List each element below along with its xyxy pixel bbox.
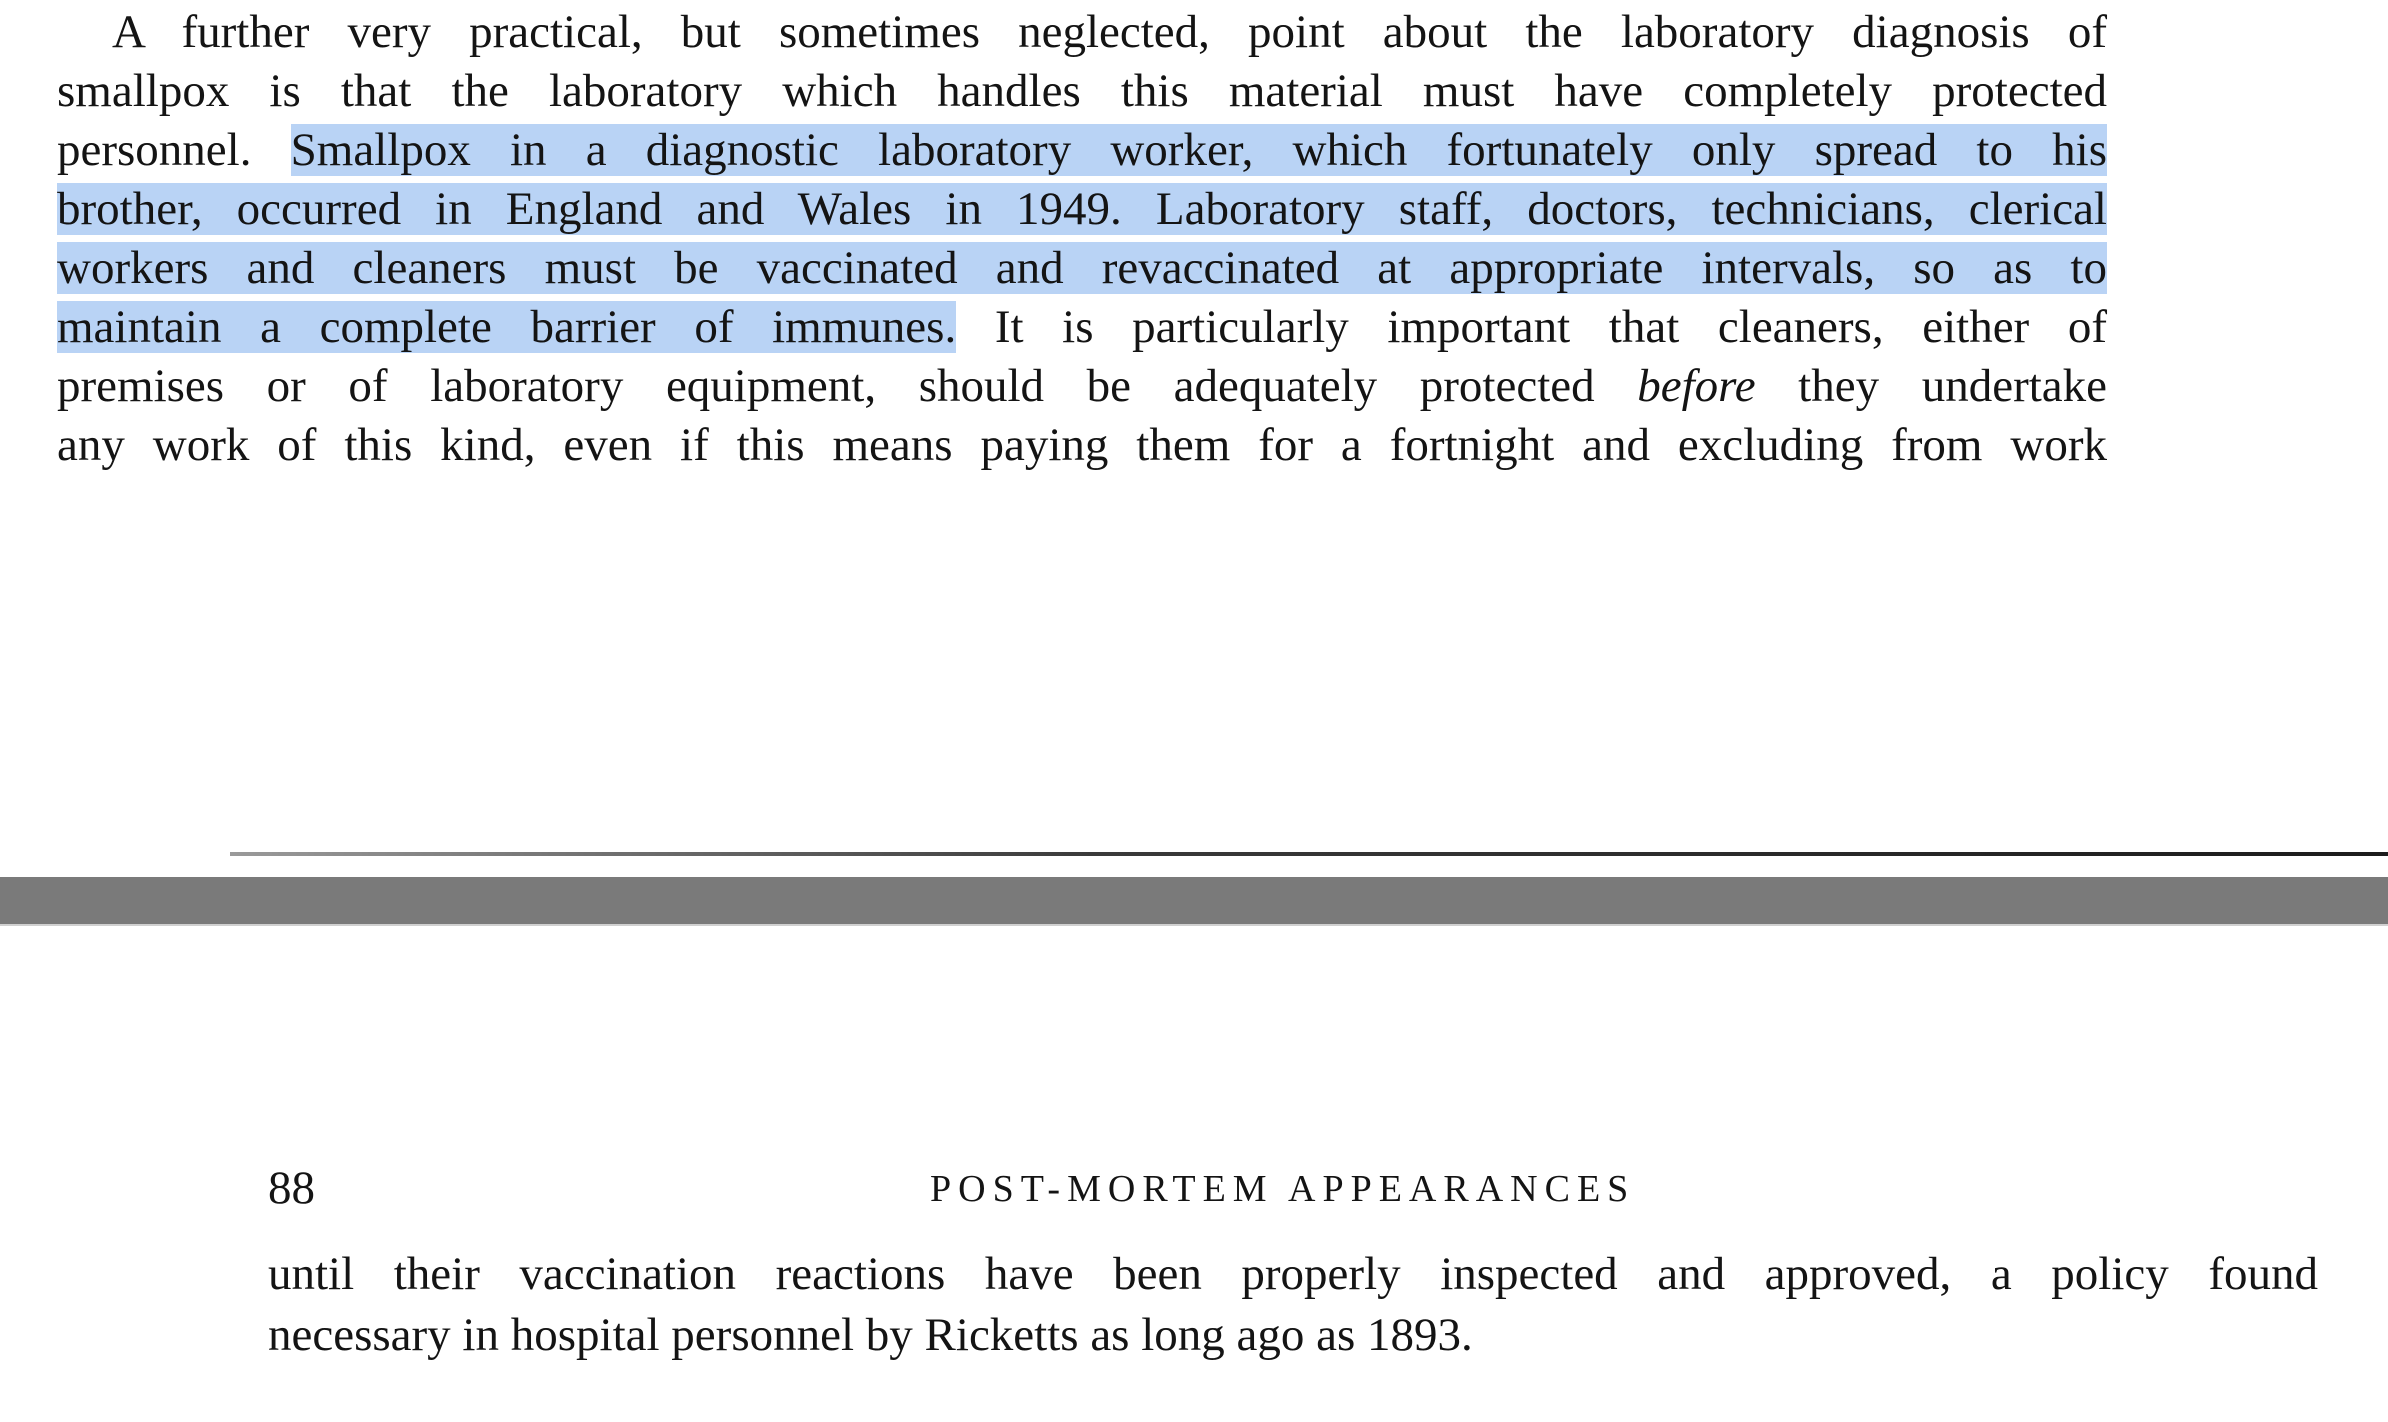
text-line [57, 357, 2107, 415]
selected-text[interactable]: maintain a complete barrier of immunes. [57, 301, 957, 353]
selected-text[interactable]: brother, occurred in England and Wales in 1949. Laboratory staff, doctors, technicians, clerical [57, 183, 2107, 235]
selected-text[interactable]: Smallpox in a diagnostic laboratory worker, which fortunately only spread to his [290, 124, 2107, 176]
text-line [268, 1245, 2318, 1303]
text-line [57, 298, 2107, 356]
text-segment: It is particularly important that cleaners, either of [956, 301, 2107, 353]
page-number: 88 [268, 1162, 315, 1214]
text-segment: until their vaccination reactions have been properly inspected and approved, a policy found [268, 1248, 2318, 1300]
text-segment: premises or of laboratory equipment, should be adequately protected [57, 360, 1638, 412]
running-head: POST-MORTEM APPEARANCES [930, 1168, 1636, 1210]
page-separator [0, 877, 2388, 924]
text-segment: personnel. [57, 124, 291, 176]
text-line [57, 180, 2107, 238]
page-separator-shadow [0, 924, 2388, 926]
page-edge-line [230, 852, 2388, 856]
text-line [57, 416, 2107, 474]
text-segment: necessary in hospital personnel by Ricketts as long ago as 1893. [268, 1309, 1473, 1361]
text-line [112, 3, 2107, 61]
text-line [57, 62, 2107, 120]
text-segment: A further very practical, but sometimes neglected, point about the laboratory diagnosis of [112, 6, 2107, 58]
text-segment: any work of this kind, even if this means paying them for a fortnight and excluding from work [57, 419, 2107, 471]
text-segment: they undertake [1755, 360, 2108, 412]
selected-text[interactable]: workers and cleaners must be vaccinated and revaccinated at appropriate intervals, so as to [57, 242, 2107, 294]
text-line [268, 1306, 1473, 1364]
text-segment: smallpox is that the laboratory which handles this material must have completely protected [57, 65, 2107, 117]
text-line [57, 239, 2107, 297]
italic-emphasis: before [1637, 360, 1756, 412]
text-line [57, 121, 2107, 179]
